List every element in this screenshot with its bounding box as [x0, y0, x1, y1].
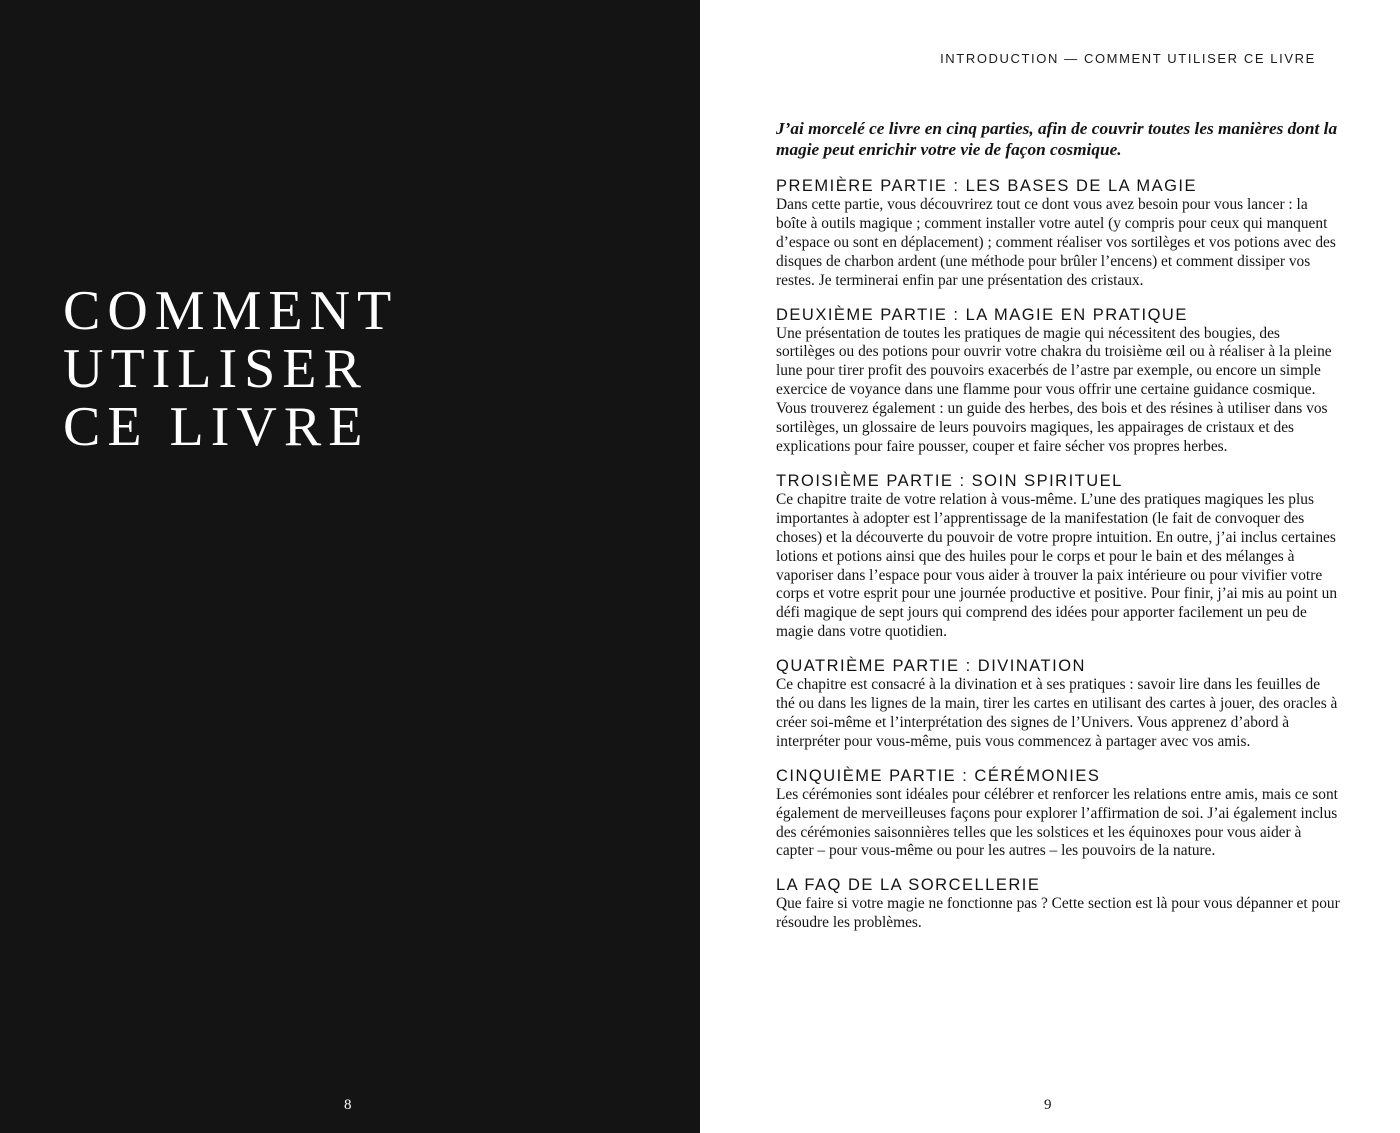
chapter-title-line: UTILISER: [63, 338, 368, 400]
section-part-one: [776, 177, 1342, 291]
section-part-four: [776, 657, 1342, 752]
section-body: Les cérémonies sont idéales pour célébrer et renforcer les relations entre amis, mais ce sont également de merveilleuses façons pour explorer l’affirmation de soi. J’ai également inclus des cérémonies saisonnières telles que les solstices et les équinoxes pour vous aider à capter – pour vous-même ou pour les autres – les pouvoirs de la nature.: [776, 785, 1338, 860]
page-number-left: 8: [344, 1097, 352, 1113]
section-heading: TROISIÈME PARTIE : SOIN SPIRITUEL: [776, 471, 1123, 490]
chapter-title-line: CE LIVRE: [63, 396, 370, 458]
section-body: Dans cette partie, vous découvrirez tout ce dont vous avez besoin pour vous lancer : la boîte à outils magique ; comment installer votre autel (y compris pour ceux qui manquent d’espace ou sont en déplacement) ; comment réaliser vos sortilèges et vos potions avec des disques de charbon ardent (une méthode pour brûler l’encens) et comment dissiper vos restes. Je terminerai enfin par une présentation des cristaux.: [776, 196, 1336, 289]
section-part-two: [776, 306, 1342, 457]
section-part-three: [776, 472, 1342, 642]
section-body: Ce chapitre traite de votre relation à vous-même. L’une des pratiques magiques les plus importantes à adopter est l’apprentissage de la manifestation (le fait de convoquer des choses) et la découverte du pouvoir de votre propre intuition. En outre, j’ai inclus certaines lotions et potions ainsi que des huiles pour le corps et pour le bain et des mélanges à vaporiser dans l’espace pour vous aider à trouver la paix intérieure ou pour vivifier votre corps et votre esprit pour une journée productive et positive. Pour finir, j’ai mis au point un défi magique de sept jours qui comprend des idées pour apporter facilement un peu de magie dans votre quotidien.: [776, 490, 1338, 641]
section-heading: LA FAQ DE LA SORCELLERIE: [776, 876, 1041, 895]
section-faq: [776, 876, 1342, 933]
section-body: Ce chapitre est consacré à la divination et à ses pratiques : savoir lire dans les feuilles de thé ou dans les lignes de la main, tirer les cartes en utilisant des cartes à jouer, des oracles à créer soi-même et l’interprétation des signes de l’Univers. Vous apprenez d’abord à interpréter pour vous-même, puis vous commencez à partager avec vos amis.: [776, 676, 1338, 750]
chapter-title-line: COMMENT: [63, 280, 399, 342]
page-number-right: 9: [1044, 1097, 1052, 1113]
section-body: Une présentation de toutes les pratiques de magie qui nécessitent des bougies, des sortilèges ou des potions pour ouvrir votre chakra du troisième œil ou à réaliser à la pleine lune pour tirer profit des pouvoirs exacerbés de l’astre par exemple, ou encore un simple exercice de voyance dans une flamme pour vous offrir une certaine guidance cosmique. Vous trouverez également : un guide des herbes, des bois et des résines à utiliser dans vos sortilèges, un glossaire de leurs pouvoirs magiques, les appairages de cristaux et des explications pour faire pousser, couper et faire sécher vos propres herbes.: [776, 324, 1332, 455]
page-content: [776, 118, 1342, 948]
section-heading: QUATRIÈME PARTIE : DIVINATION: [776, 657, 1086, 676]
section-heading: CINQUIÈME PARTIE : CÉRÉMONIES: [776, 766, 1101, 785]
chapter-title: [63, 282, 398, 456]
running-head: INTRODUCTION — COMMENT UTILISER CE LIVRE: [940, 51, 1316, 66]
section-heading: PREMIÈRE PARTIE : LES BASES DE LA MAGIE: [776, 177, 1198, 195]
section-heading: DEUXIÈME PARTIE : LA MAGIE EN PRATIQUE: [776, 305, 1188, 324]
intro-paragraph: J’ai morcelé ce livre en cinq parties, afin de couvrir toutes les manières dont la magie peut enrichir votre vie de façon cosmique.: [776, 119, 1338, 159]
right-page: [700, 0, 1400, 1133]
section-body: Que faire si votre magie ne fonctionne pas ? Cette section est là pour vous dépanner et pour résoudre les problèmes.: [776, 895, 1340, 932]
section-part-five: [776, 767, 1342, 862]
